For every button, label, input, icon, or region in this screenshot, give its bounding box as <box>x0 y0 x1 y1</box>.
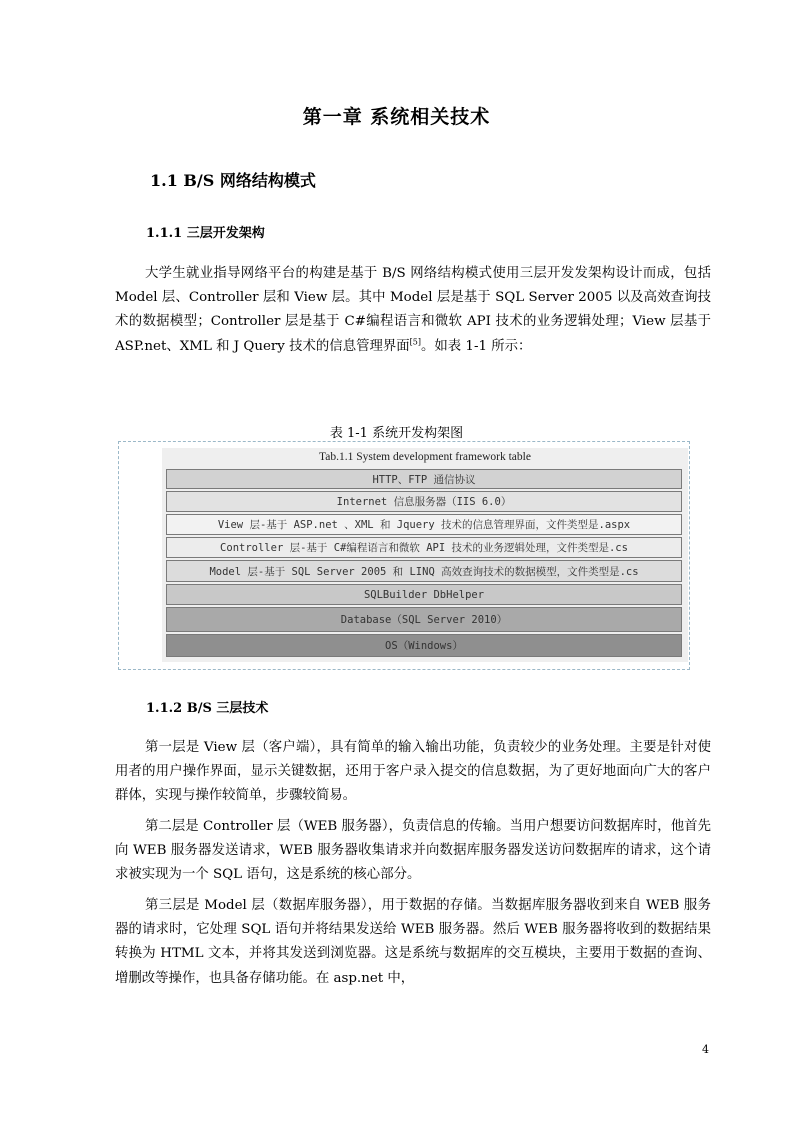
paragraph-controller-layer: 第二层是 Controller 层（WEB 服务器），负责信息的传输。当用户想要访问数据库时，他首先向 WEB 服务器发送请求，WEB 服务器收集请求并向数据库服务器发送访问数据库的请求，这个请求被实现为一个 SQL 语句，这是系统的核心部分。 <box>115 819 711 883</box>
paragraph-model-layer: 第三层是 Model 层（数据库服务器），用于数据的存储。当数据库服务器收到来自 WEB 服务器的请求时，它处理 SQL 语句并将结果发送给 WEB 服务器。然后 WEB 服务器将收到的数据结果转换为 HTML 文本，并将其发送到浏览器。这是系统与数据库的交互模块，主要用于数据的查询、增删改等操作，也具备存储功能。在 asp.net 中， <box>115 898 711 986</box>
framework-layer-view: View 层-基于 ASP.net 、XML 和 Jquery 技术的信息管理界面，文件类型是.aspx <box>166 514 682 535</box>
paragraph-architecture-tail: 。如表 1-1 所示： <box>421 338 532 354</box>
framework-layer-sqlbuilder: SQLBuilder DbHelper <box>166 584 682 605</box>
framework-figure <box>162 448 688 662</box>
section-heading-1-1: 1.1 B/S 网络结构模式 <box>150 171 316 190</box>
paragraph-architecture-text: 大学生就业指导网络平台的构建是基于 B/S 网络结构模式使用三层开发发架构设计而成，包括 Model 层、Controller 层和 View 层。其中 Model 层是基于 SQL Server 2005 以及高效查询技术的数据模型；Controller 层是基于 C#编程语言和微软 API 技术的业务逻辑处理；View 层基于 ASP.net、XML 和 J Query 技术的信息管理界面 <box>115 266 711 354</box>
figure-title: Tab.1.1 System development framework table <box>319 451 531 463</box>
framework-layer-controller: Controller 层-基于 C#编程语言和微软 API 技术的业务逻辑处理，文件类型是.cs <box>166 537 682 558</box>
citation-5: [5] <box>409 337 421 347</box>
subsection-heading-1-1-1: 1.1.1 三层开发架构 <box>146 226 265 241</box>
framework-layer-protocol: HTTP、FTP 通信协议 <box>166 469 682 489</box>
framework-layer-database: Database（SQL Server 2010） <box>166 607 682 632</box>
framework-layer-model: Model 层-基于 SQL Server 2005 和 LINQ 高效查询技术的数据模型，文件类型是.cs <box>166 560 682 582</box>
subsection-heading-1-1-2: 1.1.2 B/S 三层技术 <box>146 701 269 716</box>
table-caption: 表 1-1 系统开发构架图 <box>329 426 464 441</box>
chapter-title: 第一章 系统相关技术 <box>302 106 491 128</box>
paragraph-architecture <box>115 262 711 359</box>
framework-layer-os: OS（Windows） <box>166 634 682 657</box>
framework-layer-iis: Internet 信息服务器（IIS 6.0） <box>166 491 682 512</box>
paragraph-view-layer: 第一层是 View 层（客户端），具有简单的输入输出功能，负责较少的业务处理。主要是针对使用者的用户操作界面，显示关键数据，还用于客户录入提交的信息数据，为了更好地面向广大的客户群体，实现与操作较简单，步骤较简易。 <box>115 740 711 804</box>
page-number: 4 <box>702 1043 709 1056</box>
